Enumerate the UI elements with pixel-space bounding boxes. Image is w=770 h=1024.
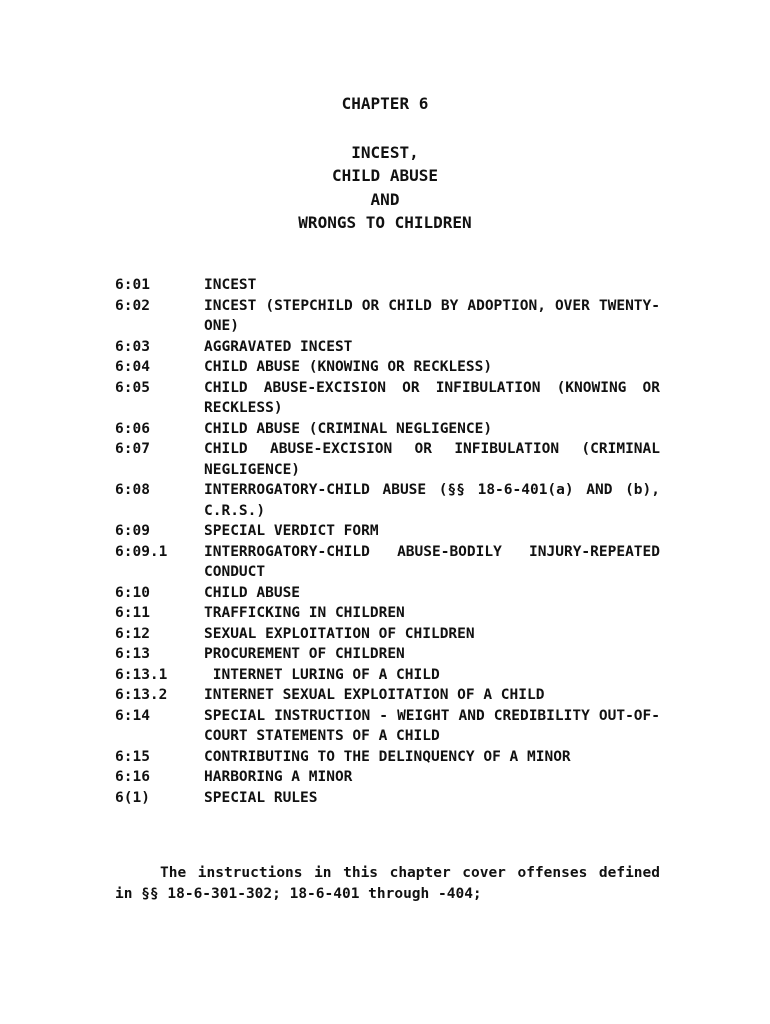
subtitle-line: INCEST, [351, 143, 419, 162]
toc-entry-number: 6:03 [115, 338, 150, 355]
toc-entry [115, 419, 660, 440]
toc-entry-title: TRAFFICKING IN CHILDREN [204, 605, 405, 621]
toc-entry [115, 480, 660, 521]
toc-entry-number: 6:05 [115, 379, 150, 396]
toc-entry [115, 624, 660, 645]
toc-entry-number: 6:09 [115, 523, 150, 539]
toc-entry [115, 337, 660, 358]
toc-entry-number: 6:13.2 [115, 687, 168, 703]
toc-entry-title: CONTRIBUTING TO THE DELINQUENCY OF A MINOR [204, 748, 571, 765]
toc-entry-title: AGGRAVATED INCEST [204, 338, 353, 355]
toc-entry-number: 6:07 [115, 441, 150, 457]
toc-entry-number: 6:13 [115, 646, 150, 662]
table-of-contents [115, 275, 660, 808]
toc-entry-title: CHILD ABUSE-EXCISION OR INFIBULATION (CRIMINAL NEGLIGENCE) [204, 441, 660, 478]
toc-entry-number: 6:02 [115, 297, 150, 314]
toc-entry-title: INTERROGATORY-CHILD ABUSE (§§ 18-6-401(a) AND (b), C.R.S.) [204, 482, 660, 519]
toc-entry-title: CHILD ABUSE-EXCISION OR INFIBULATION (KNOWING OR RECKLESS) [204, 379, 660, 416]
toc-entry [115, 378, 660, 419]
toc-entry-title: CHILD ABUSE (KNOWING OR RECKLESS) [204, 359, 493, 375]
toc-entry-number: 6:16 [115, 769, 150, 785]
toc-entry [115, 747, 660, 768]
subtitle-line: CHILD ABUSE [332, 166, 438, 186]
toc-entry-title: INTERROGATORY-CHILD ABUSE-BODILY INJURY-REPEATED CONDUCT [204, 543, 660, 580]
toc-entry-number: 6:10 [115, 584, 150, 601]
chapter-subtitle [0, 141, 770, 234]
toc-entry-number: 6:06 [115, 420, 150, 437]
toc-entry [115, 296, 660, 337]
toc-entry-title: INCEST (STEPCHILD OR CHILD BY ADOPTION, OVER TWENTY-ONE) [204, 297, 660, 334]
toc-entry-number: 6:01 [115, 277, 150, 293]
toc-entry [115, 439, 660, 480]
toc-entry-number: 6:11 [115, 605, 150, 621]
toc-entry-title: INTERNET SEXUAL EXPLOITATION OF A CHILD [204, 687, 545, 703]
toc-entry-title: INCEST [204, 277, 257, 293]
toc-entry-number: 6:04 [115, 359, 150, 375]
toc-entry [115, 685, 660, 706]
chapter-title: CHAPTER 6 [341, 94, 429, 113]
toc-entry-title: SEXUAL EXPLOITATION OF CHILDREN [204, 625, 475, 642]
intro-paragraph: The instructions in this chapter cover offenses defined in §§ 18-6-301-302; 18-6-401 through -404; [115, 865, 660, 902]
toc-entry [115, 542, 660, 583]
toc-entry-number: 6(1) [115, 789, 150, 806]
toc-entry-number: 6:08 [115, 482, 150, 498]
toc-entry-title: CHILD ABUSE [204, 584, 301, 601]
toc-entry-title: SPECIAL RULES [204, 789, 318, 806]
subtitle-line: AND [370, 189, 400, 209]
toc-entry-title: SPECIAL INSTRUCTION - WEIGHT AND CREDIBILITY OUT-OF-COURT STATEMENTS OF A CHILD [204, 707, 660, 744]
toc-entry [115, 767, 660, 788]
toc-entry-title: CHILD ABUSE (CRIMINAL NEGLIGENCE) [204, 420, 493, 437]
toc-entry-title: PROCUREMENT OF CHILDREN [204, 646, 405, 662]
toc-entry-title: HARBORING A MINOR [204, 769, 353, 785]
toc-entry-number: 6:13.1 [115, 666, 168, 683]
toc-entry-number: 6:15 [115, 748, 150, 765]
toc-entry [115, 521, 660, 542]
toc-entry [115, 357, 660, 378]
toc-entry [115, 275, 660, 296]
toc-entry-title: INTERNET LURING OF A CHILD [204, 666, 440, 683]
toc-entry [115, 603, 660, 624]
toc-entry-number: 6:12 [115, 625, 150, 642]
toc-entry [115, 665, 660, 686]
toc-entry [115, 583, 660, 604]
subtitle-line: WRONGS TO CHILDREN [298, 212, 472, 232]
toc-entry-title: SPECIAL VERDICT FORM [204, 523, 379, 539]
toc-entry-number: 6:09.1 [115, 543, 168, 560]
toc-entry-number: 6:14 [115, 707, 150, 724]
toc-entry [115, 788, 660, 809]
toc-entry [115, 706, 660, 747]
toc-entry [115, 644, 660, 665]
